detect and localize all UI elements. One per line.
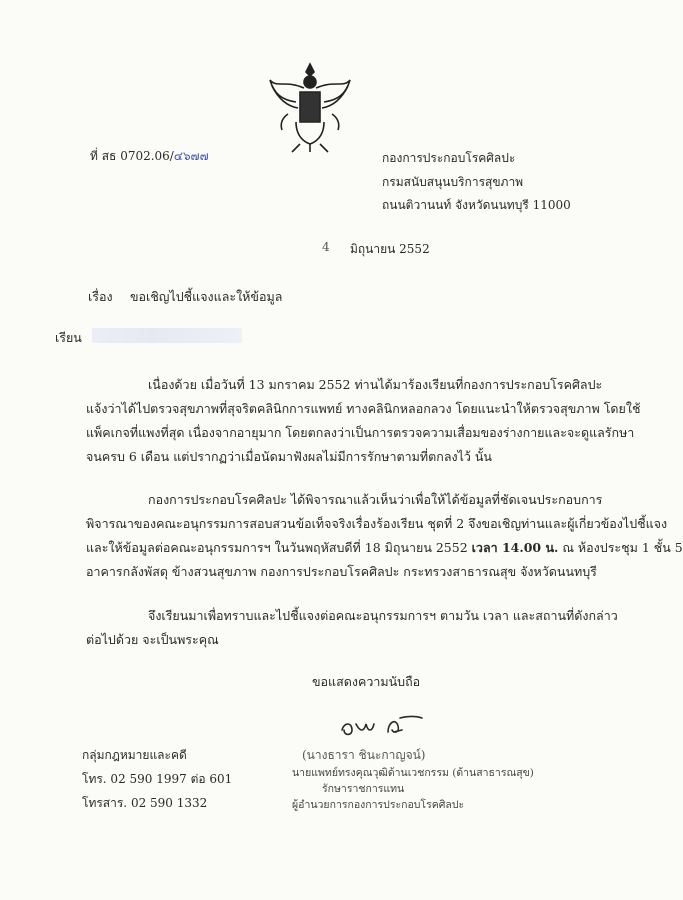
sender-line-2: กรมสนับสนุนบริการสุขภาพ (382, 175, 524, 189)
p2-line-4: อาคารกลังพัสดุ ข้างสวนสุขภาพ กองการประกอบโรคศิลปะ กระทรวงสาธารณสุข จังหวัดนนทบุรี (86, 564, 597, 579)
redacted-recipient (92, 328, 242, 343)
sender-line-1: กองการประกอบโรคศิลปะ (382, 151, 516, 165)
footer-fax: โทรสาร. 02 590 1332 (82, 796, 208, 810)
signer-title-1: นายแพทย์ทรงคุณวุฒิด้านเวชกรรม (ด้านสาธารณสุข) (292, 767, 534, 779)
signer-name: (นางธารา ชินะกาญจน์) (302, 748, 426, 762)
date-month-year: มิถุนายน 2552 (350, 242, 430, 256)
garuda-emblem-icon (266, 58, 354, 154)
closing: ขอแสดงความนับถือ (312, 674, 421, 689)
meeting-time: เวลา 14.00 น. (471, 540, 559, 555)
footer-department: กลุ่มกฎหมายและคดี (82, 748, 187, 762)
p2-line-1: กองการประกอบโรคศิลปะ ได้พิจารณาแล้วเห็นว่าเพื่อให้ได้ข้อมูลที่ชัดเจนประกอบการ (148, 492, 603, 507)
p2-line-3: และให้ข้อมูลต่อคณะอนุกรรมการฯ ในวันพฤหัสบดีที่ 18 มิถุนายน 2552 เวลา 14.00 น. ณ ห้องประชุม 1 ชั้น 5 (86, 540, 683, 555)
p2-line-2: พิจารณาของคณะอนุกรรมการสอบสวนข้อเท็จจริงเรื่องร้องเรียน ชุดที่ 2 จึงขอเชิญท่านและผู้เกี่ยวข้องไปชี้แจง (86, 516, 668, 531)
p3-line-1: จึงเรียนมาเพื่อทราบและไปชี้แจงต่อคณะอนุกรรมการฯ ตามวัน เวลา และสถานที่ดังกล่าว (148, 608, 618, 623)
p1-line-3: แพ็คเกจที่แพงที่สุด เนื่องจากอายุมาก โดยตกลงว่าเป็นการตรวจความเสื่อมของร่างกายและจะดูแลรักษา (86, 425, 635, 440)
p1-line-2: แจ้งว่าได้ไปตรวจสุขภาพที่สุจริตคลินิกการแพทย์ ทางคลินิกหลอกลวง โดยแนะนำให้ตรวจสุขภาพ โดยใช้ (86, 401, 641, 416)
reference-number: ที่ สธ 0702.06/๔๖๗๗ (90, 149, 209, 163)
subject-label: เรื่อง (88, 289, 113, 304)
subject: ขอเชิญไปชี้แจงและให้ข้อมูล (130, 289, 283, 304)
signer-title-3: ผู้อำนวยการกองการประกอบโรคศิลปะ (292, 799, 465, 811)
sender-line-3: ถนนติวานนท์ จังหวัดนนทบุรี 11000 (382, 198, 571, 212)
handwritten-signature (336, 708, 446, 742)
p3-line-2: ต่อไปด้วย จะเป็นพระคุณ (86, 632, 219, 647)
date-day: 4 (322, 240, 330, 254)
signer-title-2: รักษาราชการแทน (322, 783, 405, 795)
footer-phone: โทร. 02 590 1997 ต่อ 601 (82, 772, 233, 786)
ref-handwritten: ๔๖๗๗ (173, 149, 209, 163)
p1-line-4: จนครบ 6 เดือน แต่ปรากฏว่าเมื่อนัดมาฟังผลไม่มีการรักษาตามที่ตกลงไว้ นั้น (86, 449, 492, 464)
to-label: เรียน (55, 330, 82, 345)
p1-line-1: เนื่องด้วย เมื่อวันที่ 13 มกราคม 2552 ท่านได้มาร้องเรียนที่กองการประกอบโรคศิลปะ (148, 377, 603, 392)
